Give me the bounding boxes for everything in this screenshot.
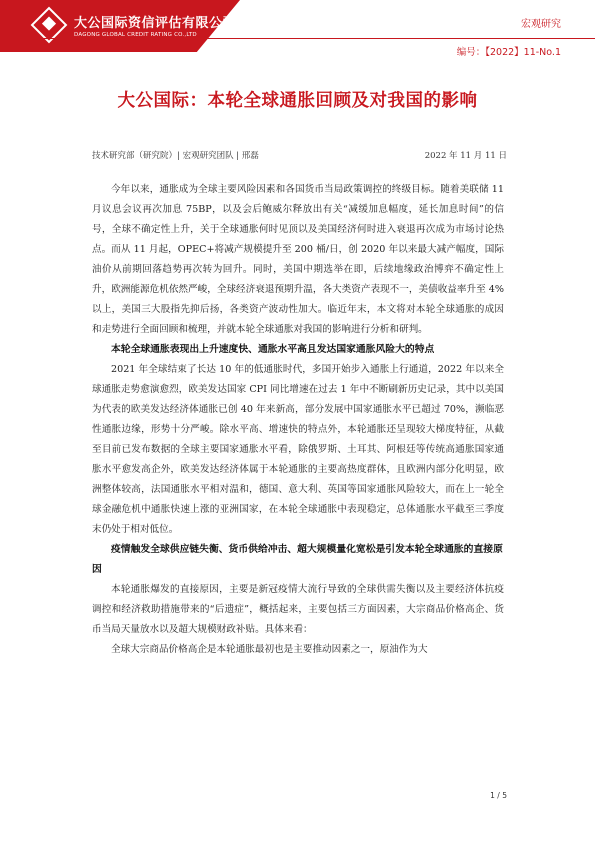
body-paragraph: 本轮通胀爆发的直接原因，主要是新冠疫情大流行导致的全球供需失衡以及主要经济体抗疫调控和经济救助措施带来的“后遗症”，概括起来，主要包括三方面因素，大宗商品价格高企、货币当局天量放水以及超大规模财政补贴。具体来看： — [92, 584, 504, 635]
section-heading: 本轮全球通胀表现出上升速度快、通胀水平高且发达国家通胀风险大的特点 — [111, 344, 435, 355]
body-paragraph: 今年以来，通胀成为全球主要风险因素和各国货币当局政策调控的终级目标。随着美联储 11 月议息会议再次加息 75BP，以及会后鲍威尔释放出有关“减缓加息幅度，延长加息时间”的信号，全球不确定性上升，关于全球通胀何时见顶以及美国经济何时进入衰退再次成为市场讨论热点。而从 11 月起，OPEC+将减产规模提升至 200 桶/日，创 2020 年以来最大减产幅度，国际油价从前期回落趋势再次转为回升。同时，美国中期选举在即，后续地缘政治博弈不确定性上升，欧洲能源危机依然严峻，全球经济衰退预期升温，各大类资产表现不一，美债收益率升至 4%以上，美国三大股指先抑后扬，各类资产波动性加大。临近年末，本文将对本轮全球通胀的成因和走势进行全面回顾和梳理，并就本轮全球通胀对我国的影响进行分析和研判。 — [92, 184, 504, 335]
section-heading: 疫情触发全球供应链失衡、货币供给冲击、超大规模量化宽松是引发本轮全球通胀的直接原因 — [92, 544, 503, 575]
header-rule — [0, 38, 595, 39]
logo-name-en: DAGONG GLOBAL CREDIT RATING CO.,LTD — [74, 32, 197, 38]
page-number: 1 / 5 — [490, 791, 507, 800]
page-header — [0, 0, 595, 60]
page-title: 大公国际：本轮全球通胀回顾及对我国的影响 — [117, 91, 478, 111]
document-number: 编号：【2022】11-No.1 — [456, 47, 561, 58]
body-paragraph: 2021 年全球结束了长达 10 年的低通胀时代，多国开始步入通胀上行通道，2022 年以来全球通胀走势愈演愈烈，欧美发达国家 CPI 同比增速在过去 1 年中不断刷新历史记录，其中以美国为代表的欧美发达经济体通胀已创 40 年来新高，部分发展中国家通胀水平已超过 70%，濒临恶性通胀边缘，形势十分严峻。除水平高、增速快的特点外，本轮通胀还呈现较大梯度特征，从截至目前已发布数据的全球主要国家通胀水平看，除俄罗斯、土耳其、阿根廷等传统高通胀国家通胀水平愈发高企外，欧美发达经济体属于本轮通胀的主要高热度群体，且欧洲内部分化明显，欧洲整体较高，法国通胀水平相对温和，德国、意大利、英国等国家通胀风险较大，而在上一轮全球金融危机中通胀快速上涨的亚洲国家，在本轮全球通胀中表现稳定，总体通胀水平截至三季度末仍处于相对低位。 — [92, 364, 504, 535]
report-category: 宏观研究 — [521, 19, 561, 30]
article-body — [92, 180, 504, 660]
logo-name-cn: 大公国际资信评估有限公司 — [74, 16, 237, 31]
byline: 技术研究部（研究院）| 宏观研究团队 | 邢磊 — [92, 151, 259, 161]
publish-date: 2022 年 11 月 11 日 — [424, 151, 507, 161]
body-paragraph: 全球大宗商品价格高企是本轮通胀最初也是主要推动因素之一，原油作为大 — [111, 644, 428, 655]
